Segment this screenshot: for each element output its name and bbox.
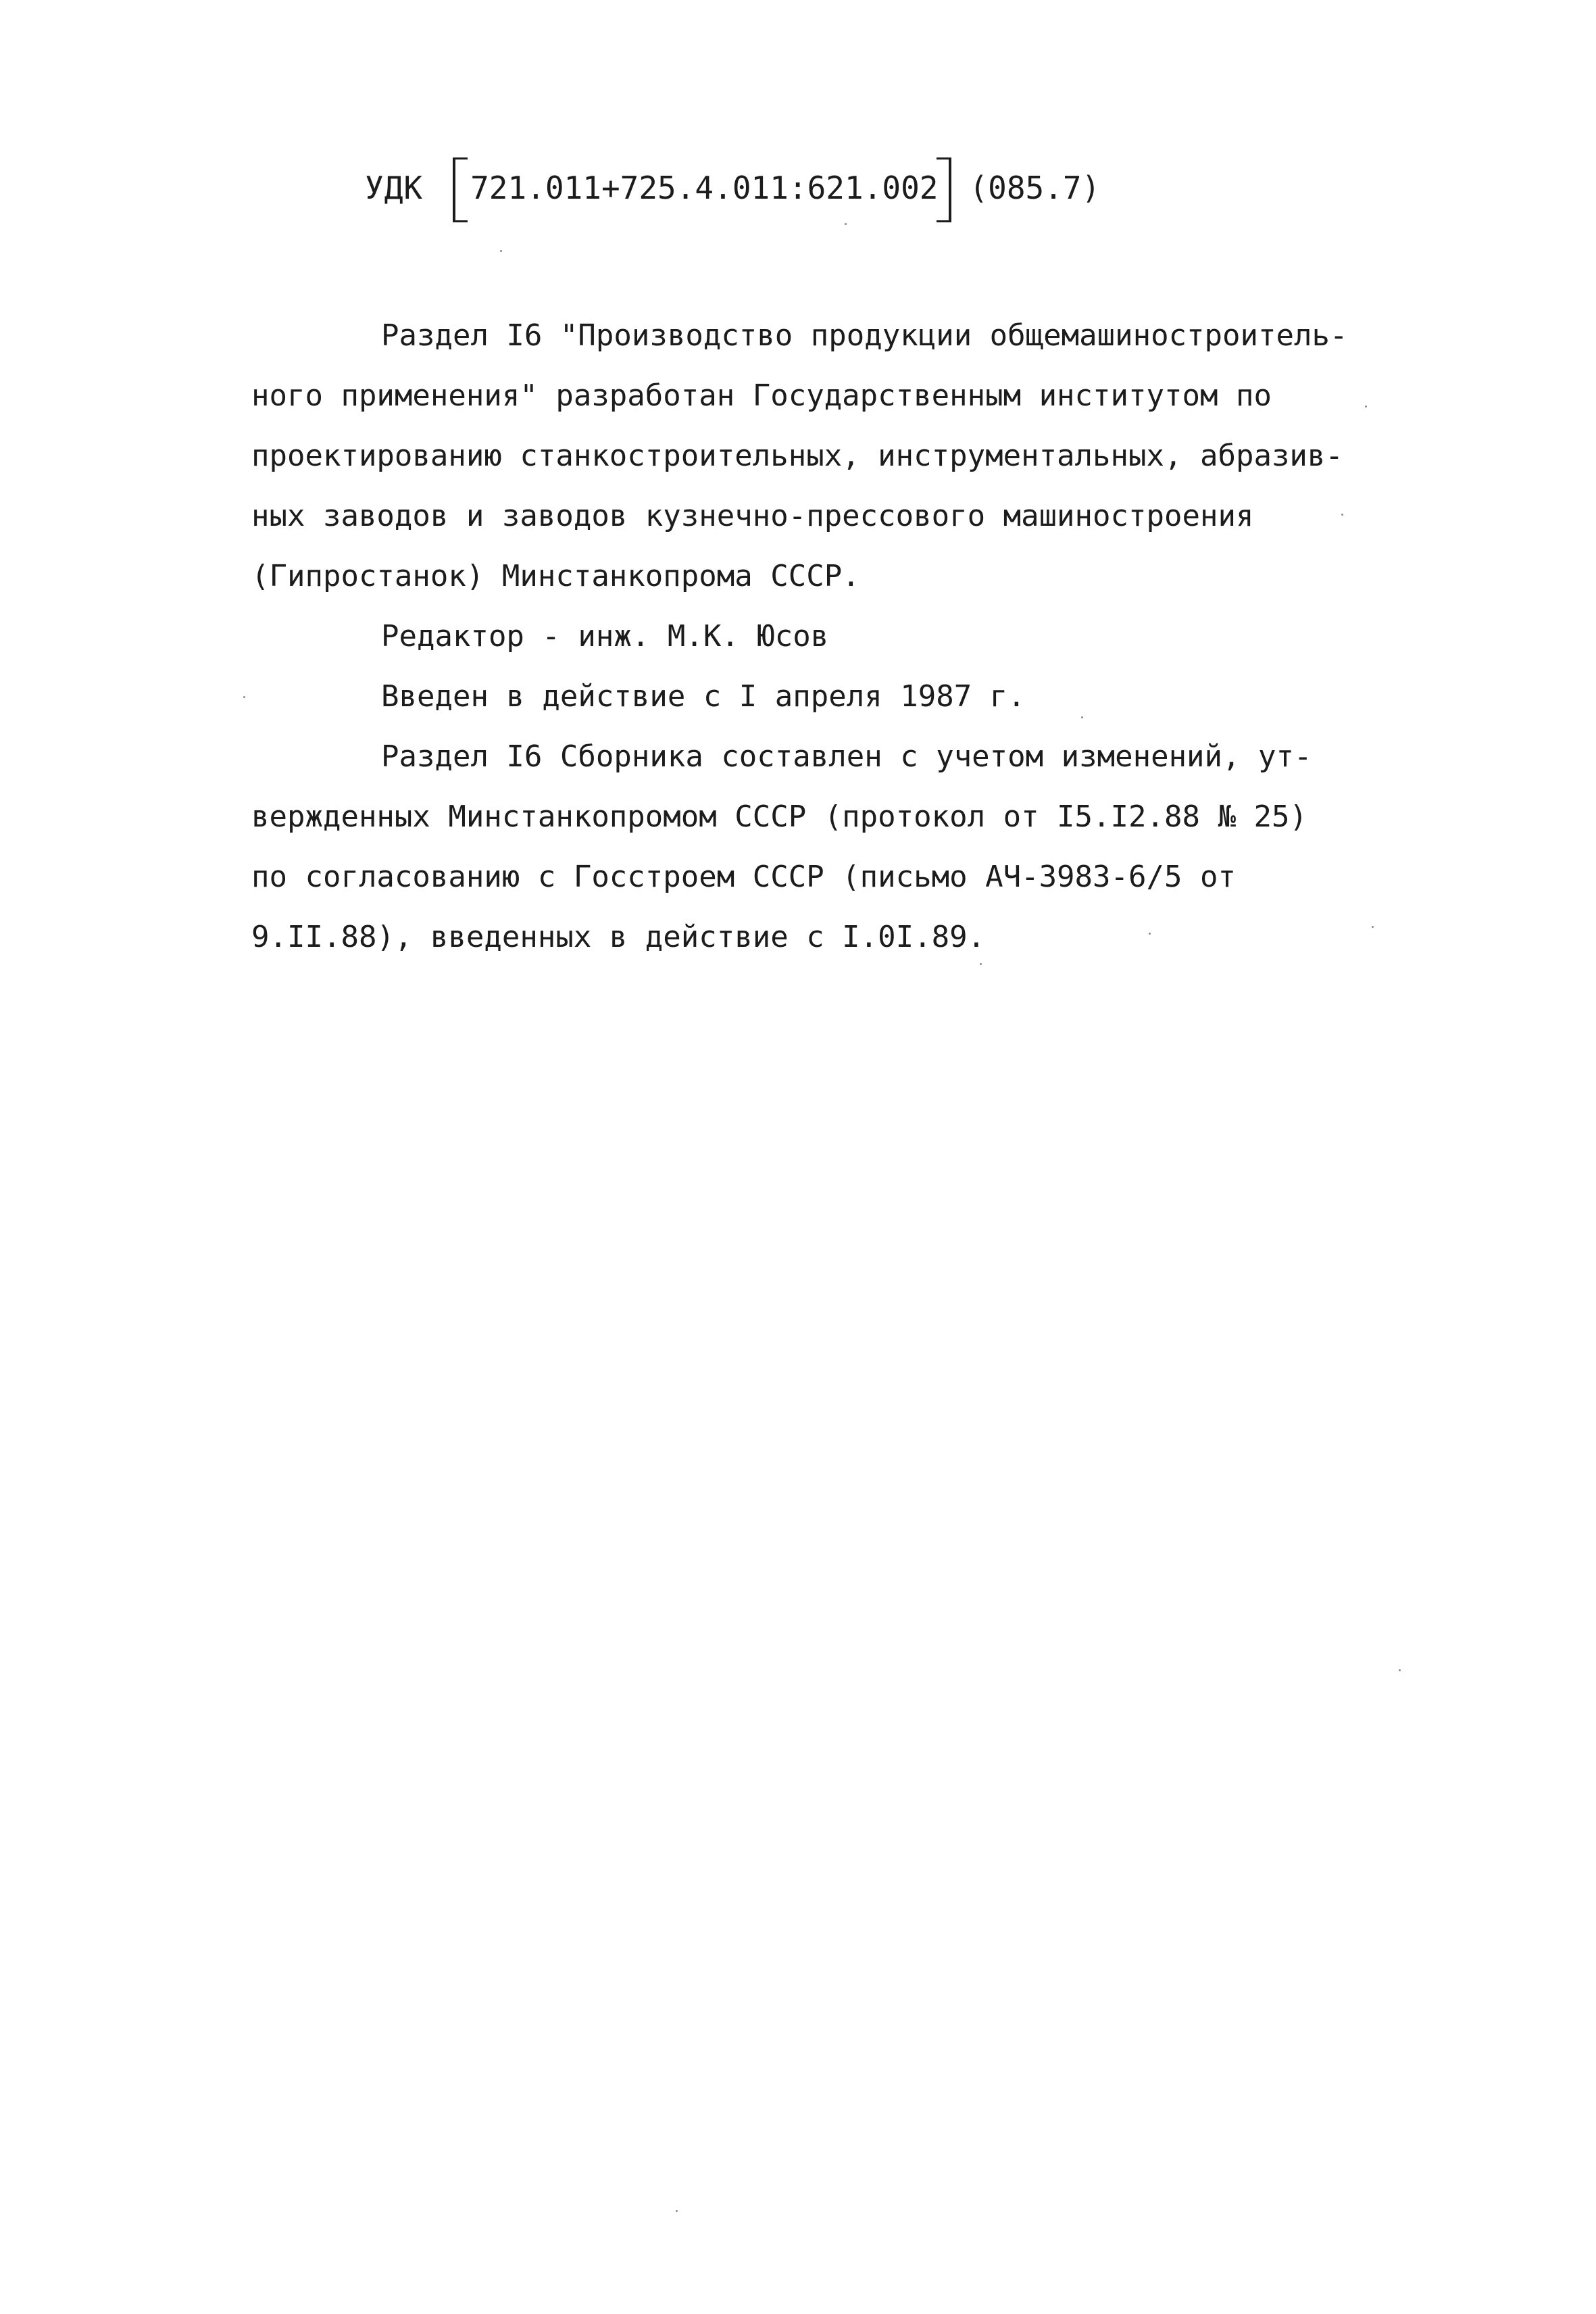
paragraph-section-intro-line-1: Раздел I6 "Производство продукции общемашиностроитель- [381, 318, 1348, 353]
scan-speck [676, 2210, 678, 2212]
udk-classification [365, 154, 1100, 222]
udk-suffix: (085.7) [969, 170, 1101, 206]
scan-speck [845, 223, 847, 225]
paragraph-section-intro-line-3: проектированию станкостроительных, инструментальных, абразив- [251, 439, 1343, 473]
udk-label: УДК [365, 170, 424, 206]
editor-line: Редактор - инж. М.К. Юсов [381, 619, 829, 654]
document-body [251, 305, 1400, 967]
paragraph-section-intro-line-2: ного применения" разработан Государственным институтом по [251, 378, 1272, 413]
paragraph-amendments-line-4: 9.II.88), введенных в действие с I.0I.89. [251, 920, 986, 954]
paragraph-section-intro-line-4: ных заводов и заводов кузнечно-прессового машиностроения [251, 499, 1254, 533]
paragraph-amendments-line-2: вержденных Минстанкопромом СССР (протокол от I5.I2.88 № 25) [251, 799, 1307, 834]
paragraph-amendments-line-1: Раздел I6 Сборника составлен с учетом изменений, ут- [381, 739, 1312, 774]
paragraph-section-intro-line-5: (Гипростанок) Минстанкопрома СССР. [251, 559, 860, 593]
udk-code: 721.011+725.4.011:621.002 [453, 164, 951, 212]
scan-speck [980, 963, 982, 965]
paragraph-amendments-line-3: по согласованию с Госстроем СССР (письмо АЧ-3983-6/5 от [251, 860, 1236, 894]
scan-speck [1372, 926, 1374, 928]
scan-speck [1149, 933, 1151, 935]
effective-date-line: Введен в действие с I апреля 1987 г. [381, 679, 1026, 714]
scan-speck [500, 250, 502, 252]
scan-speck [1399, 1669, 1401, 1671]
scan-speck [1341, 514, 1343, 516]
scan-speck [1081, 716, 1083, 718]
scan-speck [1365, 405, 1367, 408]
scan-speck [243, 696, 245, 698]
